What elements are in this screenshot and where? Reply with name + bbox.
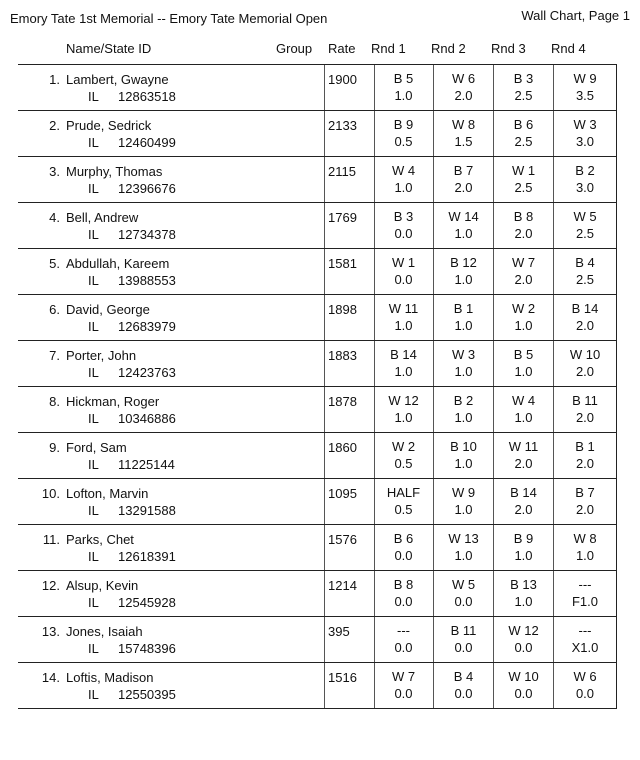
round-result: B 3 — [393, 209, 414, 224]
player-rating-cell — [324, 433, 375, 478]
round-3-cell — [494, 111, 554, 156]
round-score: 1.0 — [514, 548, 533, 563]
player-number: 2. — [49, 118, 60, 133]
player-rating-cell — [324, 203, 375, 248]
player-row — [18, 249, 616, 295]
player-state: IL — [88, 687, 99, 702]
player-state: IL — [88, 135, 99, 150]
round-3-cell — [494, 249, 554, 294]
round-score: 2.5 — [514, 134, 533, 149]
round-score: 0.5 — [394, 502, 413, 517]
round-score: 1.0 — [454, 226, 473, 241]
round-score: 1.0 — [514, 594, 533, 609]
round-result: W 11 — [508, 439, 539, 454]
player-rating: 1214 — [328, 578, 357, 593]
player-id: 11225144 — [118, 457, 175, 472]
player-rating: 1860 — [328, 440, 357, 455]
round-1-cell — [374, 249, 434, 294]
round-result: B 14 — [510, 485, 537, 500]
column-header-rnd2: Rnd 2 — [431, 41, 466, 56]
column-header-group: Group — [276, 41, 313, 56]
round-result: W 13 — [448, 531, 479, 546]
player-number: 6. — [49, 302, 60, 317]
player-name: Parks, Chet — [66, 532, 134, 547]
player-state: IL — [88, 227, 99, 242]
round-score: 1.0 — [514, 410, 533, 425]
player-name: Hickman, Roger — [66, 394, 160, 409]
round-score: 1.0 — [514, 318, 533, 333]
player-row — [18, 433, 616, 479]
round-result: HALF — [386, 485, 421, 500]
round-result: B 3 — [513, 71, 534, 86]
round-result: B 11 — [450, 623, 477, 638]
player-rating-cell — [324, 341, 375, 386]
round-score: 3.5 — [575, 88, 595, 103]
player-rating: 1516 — [328, 670, 357, 685]
player-state: IL — [88, 365, 99, 380]
round-score: F1.0 — [571, 594, 598, 609]
round-result: W 4 — [391, 163, 416, 178]
round-3-cell — [494, 65, 554, 110]
player-name: Prude, Sedrick — [66, 118, 152, 133]
round-4-cell — [554, 617, 616, 662]
player-state: IL — [88, 411, 99, 426]
round-score: 0.0 — [394, 594, 413, 609]
round-result: W 7 — [391, 669, 416, 684]
round-result: W 6 — [451, 71, 476, 86]
round-score: 2.5 — [514, 180, 533, 195]
round-3-cell — [494, 157, 554, 202]
round-score: 2.0 — [514, 226, 533, 241]
round-result: B 12 — [450, 255, 477, 270]
player-number: 4. — [49, 210, 60, 225]
round-2-cell — [434, 479, 494, 524]
round-score: 0.0 — [514, 640, 533, 655]
round-4-cell — [554, 203, 616, 248]
round-score: 2.0 — [454, 88, 473, 103]
player-id: 12734378 — [118, 227, 176, 242]
player-id: 13988553 — [118, 273, 176, 288]
round-score: 2.0 — [454, 180, 473, 195]
player-number: 5. — [49, 256, 60, 271]
round-result: B 13 — [510, 577, 537, 592]
round-score: 1.0 — [514, 364, 533, 379]
round-2-cell — [434, 571, 494, 616]
round-result: W 3 — [451, 347, 476, 362]
player-name-cell — [18, 387, 325, 432]
player-row — [18, 571, 616, 617]
player-name: David, George — [66, 302, 150, 317]
player-rating: 2133 — [328, 118, 357, 133]
round-score: 0.0 — [454, 594, 473, 609]
round-4-cell — [554, 525, 616, 570]
round-2-cell — [434, 65, 494, 110]
round-result: W 9 — [451, 485, 476, 500]
player-name-cell — [18, 249, 325, 294]
player-rating-cell — [324, 617, 375, 662]
player-row — [18, 663, 616, 709]
player-row — [18, 111, 616, 157]
player-name: Murphy, Thomas — [66, 164, 163, 179]
player-number: 7. — [49, 348, 60, 363]
round-score: 2.0 — [575, 456, 595, 471]
round-result: --- — [578, 623, 592, 638]
player-state: IL — [88, 595, 99, 610]
round-score: 2.5 — [514, 88, 533, 103]
player-id: 12863518 — [118, 89, 176, 104]
player-number: 12. — [41, 578, 60, 593]
round-score: 0.5 — [394, 134, 413, 149]
round-4-cell — [554, 341, 616, 386]
player-state: IL — [88, 319, 99, 334]
round-4-cell — [554, 157, 616, 202]
round-score: 2.0 — [514, 272, 533, 287]
player-id: 12423763 — [118, 365, 176, 380]
round-score: 1.5 — [454, 134, 473, 149]
round-1-cell — [374, 525, 434, 570]
round-2-cell — [434, 295, 494, 340]
round-result: W 4 — [511, 393, 536, 408]
round-result: B 8 — [393, 577, 414, 592]
round-1-cell — [374, 433, 434, 478]
player-rating-cell — [324, 479, 375, 524]
player-name-cell — [18, 433, 325, 478]
player-rating-cell — [324, 111, 375, 156]
round-score: 1.0 — [575, 548, 595, 563]
player-id: 13291588 — [118, 503, 176, 518]
round-4-cell — [554, 249, 616, 294]
player-number: 8. — [49, 394, 60, 409]
round-1-cell — [374, 571, 434, 616]
player-name-cell — [18, 203, 325, 248]
round-result: W 11 — [388, 301, 419, 316]
round-2-cell — [434, 525, 494, 570]
player-row — [18, 525, 616, 571]
round-score: 2.0 — [575, 318, 595, 333]
player-rating: 1898 — [328, 302, 357, 317]
wall-chart-table — [18, 64, 617, 709]
player-name-cell — [18, 295, 325, 340]
player-id: 12618391 — [118, 549, 176, 564]
player-row — [18, 203, 616, 249]
round-score: 1.0 — [394, 410, 413, 425]
page-label: Wall Chart, Page 1 — [521, 8, 630, 23]
player-name-cell — [18, 525, 325, 570]
player-row — [18, 65, 616, 111]
round-1-cell — [374, 295, 434, 340]
round-score: 1.0 — [454, 456, 473, 471]
player-name: Porter, John — [66, 348, 137, 363]
player-state: IL — [88, 273, 99, 288]
player-name: Bell, Andrew — [66, 210, 139, 225]
round-score: 0.0 — [394, 686, 413, 701]
round-result: B 14 — [390, 347, 417, 362]
round-4-cell — [554, 479, 616, 524]
round-2-cell — [434, 387, 494, 432]
player-name-cell — [18, 571, 325, 616]
player-rating: 2115 — [328, 164, 356, 179]
round-result: B 2 — [453, 393, 474, 408]
round-2-cell — [434, 249, 494, 294]
column-header-rnd3: Rnd 3 — [491, 41, 526, 56]
round-2-cell — [434, 203, 494, 248]
round-4-cell — [554, 111, 616, 156]
round-result: W 2 — [391, 439, 416, 454]
player-name-cell — [18, 65, 325, 110]
round-2-cell — [434, 111, 494, 156]
round-result: W 3 — [573, 117, 597, 132]
player-row — [18, 617, 616, 663]
round-result: B 6 — [393, 531, 414, 546]
player-name: Ford, Sam — [66, 440, 127, 455]
round-1-cell — [374, 663, 434, 708]
player-id: 12683979 — [118, 319, 176, 334]
player-rating-cell — [324, 65, 375, 110]
round-score: 1.0 — [394, 180, 413, 195]
round-2-cell — [434, 663, 494, 708]
player-number: 10. — [41, 486, 60, 501]
round-result: B 2 — [575, 163, 595, 178]
round-score: 0.0 — [394, 272, 413, 287]
round-4-cell — [554, 571, 616, 616]
round-2-cell — [434, 617, 494, 662]
round-result: W 5 — [451, 577, 476, 592]
round-3-cell — [494, 571, 554, 616]
round-result: W 12 — [508, 623, 539, 638]
round-result: W 8 — [451, 117, 476, 132]
round-result: W 10 — [508, 669, 539, 684]
column-header-rnd4: Rnd 4 — [551, 41, 586, 56]
round-score: 0.0 — [514, 686, 533, 701]
round-score: 2.5 — [575, 226, 595, 241]
round-2-cell — [434, 341, 494, 386]
round-result: W 5 — [573, 209, 597, 224]
round-result: W 2 — [511, 301, 536, 316]
round-result: --- — [397, 623, 410, 638]
round-result: --- — [578, 577, 592, 592]
player-row — [18, 157, 616, 203]
player-name: Loftis, Madison — [66, 670, 154, 685]
player-rating-cell — [324, 525, 375, 570]
round-result: W 1 — [391, 255, 416, 270]
player-state: IL — [88, 457, 99, 472]
round-4-cell — [554, 65, 616, 110]
round-4-cell — [554, 387, 616, 432]
round-score: 0.0 — [394, 548, 413, 563]
player-rating: 1095 — [328, 486, 357, 501]
player-name: Alsup, Kevin — [66, 578, 139, 593]
player-name-cell — [18, 479, 325, 524]
round-score: 1.0 — [454, 272, 473, 287]
round-score: 1.0 — [454, 410, 473, 425]
player-rating: 1581 — [328, 256, 357, 271]
player-number: 1. — [49, 72, 60, 87]
player-rating-cell — [324, 571, 375, 616]
round-result: B 7 — [453, 163, 474, 178]
round-score: 3.0 — [575, 134, 595, 149]
round-score: 1.0 — [454, 548, 473, 563]
round-3-cell — [494, 617, 554, 662]
player-rating: 1900 — [328, 72, 357, 87]
player-rating: 395 — [328, 624, 350, 639]
column-header-rate: Rate — [328, 41, 356, 56]
column-header-rnd1: Rnd 1 — [371, 41, 406, 56]
round-result: B 10 — [450, 439, 477, 454]
round-score: 2.0 — [575, 410, 595, 425]
round-score: 1.0 — [454, 364, 473, 379]
round-score: 0.0 — [454, 686, 473, 701]
round-result: W 9 — [573, 71, 597, 86]
round-result: B 1 — [575, 439, 595, 454]
player-number: 11. — [42, 532, 60, 547]
player-rating: 1576 — [328, 532, 357, 547]
player-name-cell — [18, 157, 325, 202]
round-result: W 7 — [511, 255, 536, 270]
round-score: 1.0 — [454, 502, 473, 517]
round-3-cell — [494, 663, 554, 708]
round-3-cell — [494, 433, 554, 478]
round-2-cell — [434, 157, 494, 202]
round-result: B 4 — [453, 669, 474, 684]
player-name-cell — [18, 617, 325, 662]
round-score: 0.0 — [394, 226, 413, 241]
player-name: Lofton, Marvin — [66, 486, 149, 501]
player-row — [18, 295, 616, 341]
round-score: 0.0 — [454, 640, 473, 655]
player-number: 13. — [41, 624, 60, 639]
player-rating: 1769 — [328, 210, 357, 225]
player-rating-cell — [324, 249, 375, 294]
round-result: B 7 — [575, 485, 595, 500]
round-result: B 14 — [571, 301, 599, 316]
round-score: 0.5 — [394, 456, 413, 471]
player-number: 9. — [49, 440, 60, 455]
player-row — [18, 479, 616, 525]
round-2-cell — [434, 433, 494, 478]
round-3-cell — [494, 203, 554, 248]
round-1-cell — [374, 65, 434, 110]
round-3-cell — [494, 479, 554, 524]
player-rating-cell — [324, 663, 375, 708]
player-row — [18, 387, 616, 433]
player-rating-cell — [324, 295, 375, 340]
player-name-cell — [18, 663, 325, 708]
round-result: B 5 — [513, 347, 534, 362]
round-result: W 14 — [448, 209, 479, 224]
round-result: B 1 — [453, 301, 474, 316]
round-1-cell — [374, 479, 434, 524]
round-1-cell — [374, 617, 434, 662]
player-rating: 1878 — [328, 394, 357, 409]
round-score: 0.0 — [575, 686, 595, 701]
player-state: IL — [88, 181, 99, 196]
player-name: Abdullah, Kareem — [66, 256, 170, 271]
round-score: 1.0 — [394, 88, 413, 103]
round-result: B 9 — [513, 531, 534, 546]
round-result: B 8 — [513, 209, 534, 224]
round-score: 3.0 — [575, 180, 595, 195]
round-result: W 1 — [511, 163, 536, 178]
player-id: 12460499 — [118, 135, 176, 150]
player-name: Jones, Isaiah — [66, 624, 143, 639]
player-id: 10346886 — [118, 411, 176, 426]
round-score: 1.0 — [394, 364, 413, 379]
round-score: 2.0 — [514, 456, 533, 471]
player-state: IL — [88, 89, 99, 104]
player-id: 12550395 — [118, 687, 176, 702]
player-number: 14. — [41, 670, 60, 685]
round-4-cell — [554, 295, 616, 340]
round-1-cell — [374, 157, 434, 202]
round-score: 2.0 — [575, 502, 595, 517]
round-score: 1.0 — [394, 318, 413, 333]
player-state: IL — [88, 641, 99, 656]
round-score: 1.0 — [454, 318, 473, 333]
player-id: 12396676 — [118, 181, 176, 196]
round-score: 2.5 — [575, 272, 595, 287]
round-result: W 6 — [573, 669, 597, 684]
round-result: B 11 — [572, 393, 598, 408]
player-rating-cell — [324, 387, 375, 432]
round-3-cell — [494, 341, 554, 386]
round-result: W 12 — [388, 393, 419, 408]
round-4-cell — [554, 663, 616, 708]
round-4-cell — [554, 433, 616, 478]
round-3-cell — [494, 525, 554, 570]
player-row — [18, 341, 616, 387]
player-id: 15748396 — [118, 641, 176, 656]
round-result: B 9 — [393, 117, 414, 132]
round-1-cell — [374, 341, 434, 386]
round-score: 2.0 — [575, 364, 595, 379]
round-3-cell — [494, 387, 554, 432]
player-rating: 1883 — [328, 348, 357, 363]
player-id: 12545928 — [118, 595, 176, 610]
document-title: Emory Tate 1st Memorial -- Emory Tate Memorial Open — [10, 11, 328, 26]
round-result: B 6 — [513, 117, 534, 132]
player-name: Lambert, Gwayne — [66, 72, 169, 87]
round-1-cell — [374, 203, 434, 248]
round-3-cell — [494, 295, 554, 340]
round-score: 0.0 — [394, 640, 413, 655]
round-1-cell — [374, 111, 434, 156]
player-name-cell — [18, 341, 325, 386]
player-name-cell — [18, 111, 325, 156]
round-1-cell — [374, 387, 434, 432]
player-rating-cell — [324, 157, 375, 202]
round-result: B 4 — [575, 255, 595, 270]
round-result: W 10 — [569, 347, 601, 362]
player-state: IL — [88, 549, 99, 564]
player-state: IL — [88, 503, 99, 518]
player-number: 3. — [49, 164, 60, 179]
round-result: W 8 — [573, 531, 597, 546]
column-header-name: Name/State ID — [66, 41, 152, 56]
round-score: X1.0 — [571, 640, 599, 655]
round-score: 2.0 — [514, 502, 533, 517]
round-result: B 5 — [393, 71, 414, 86]
